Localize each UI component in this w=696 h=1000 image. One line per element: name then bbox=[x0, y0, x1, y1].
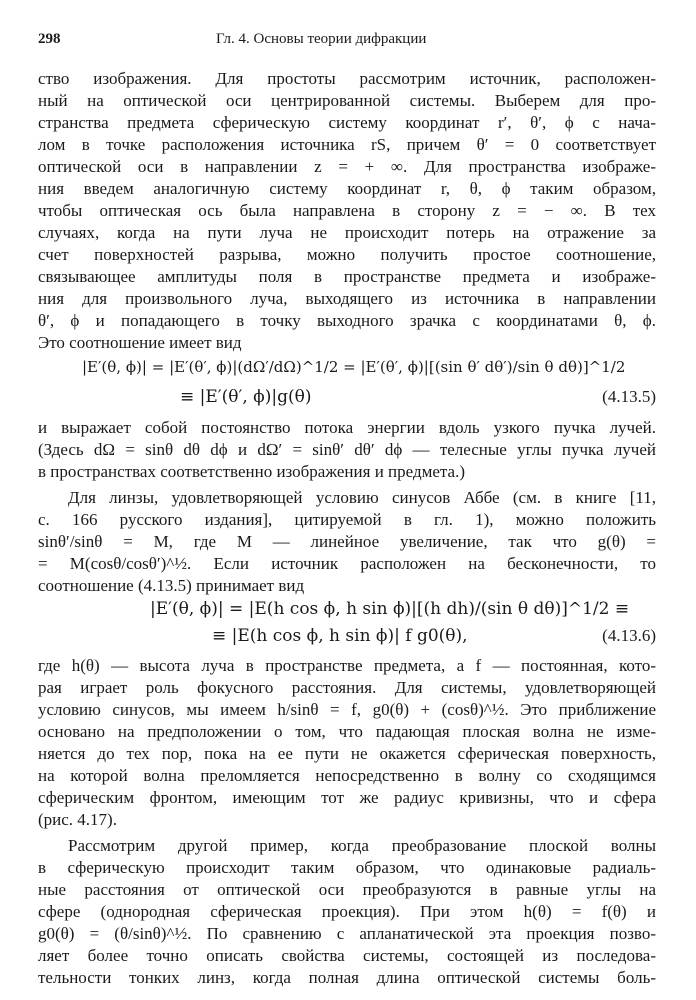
text-line: счет поверхностей разрыва, можно получить простое соотношение, bbox=[38, 245, 656, 264]
text-line: Рассмотрим другой пример, когда преобразование плоской волны bbox=[68, 836, 656, 855]
text-line: условию синусов, мы имеем h/sinθ = f, g0(θ) + (cosθ)^½. Это приближение bbox=[38, 700, 656, 719]
text-line: ный на оптической оси центрированной системы. Выберем для про- bbox=[38, 91, 656, 110]
text-line: sinθ′/sinθ = M, где M — линейное увеличение, так что g(θ) = bbox=[38, 532, 656, 551]
text-line: на которой волна преломляется непосредственно в волну со сходящимся bbox=[38, 766, 656, 785]
running-head: Гл. 4. Основы теории дифракции bbox=[216, 31, 427, 47]
text-line: g0(θ) = (θ/sinθ)^½. По сравнению с апланатической эта проекция позво- bbox=[38, 924, 656, 943]
text-line: сферическим фронтом, имеющим тот же радиус кривизны, что и сфера bbox=[38, 788, 656, 807]
text-line: няется до тех пор, пока на ее пути не окажется сферическая поверхность, bbox=[38, 744, 656, 763]
text-line: θ′, ϕ и попадающего в точку выходного зрачка с координатами θ, ϕ. bbox=[38, 311, 656, 330]
text-line: сфере (однородная сферическая проекция). При этом h(θ) = f(θ) и bbox=[38, 902, 656, 921]
text-line: Это соотношение имеет вид bbox=[38, 333, 242, 352]
equation-line: |E′(θ, ϕ)| = |E(h cos ϕ, h sin ϕ)|[(h dh)/(sin θ dθ)]^1/2 ≡ bbox=[150, 599, 630, 619]
page-number: 298 bbox=[38, 31, 61, 47]
text-line: соотношение (4.13.5) принимает вид bbox=[38, 576, 305, 595]
text-line: странства предмета сферическую систему координат r′, θ′, ϕ с нача- bbox=[38, 113, 656, 132]
text-line: ния введем аналогичную систему координат r, θ, ϕ таким образом, bbox=[38, 179, 656, 198]
text-line: ство изображения. Для простоты рассмотрим источник, расположен- bbox=[38, 69, 656, 88]
text-line: ные расстояния от оптической оси преобразуются в равные углы на bbox=[38, 880, 656, 899]
equation-line: ≡ |E′(θ′, ϕ)|g(θ) bbox=[180, 387, 312, 407]
text-line: (Здесь dΩ = sinθ dθ dϕ и dΩ′ = sinθ′ dθ′ dϕ — телесные углы пучка лучей bbox=[38, 440, 656, 459]
text-line: ния для произвольного луча, выходящего из источника в направлении bbox=[38, 289, 656, 308]
text-line: в пространствах соответственно изображения и предмета.) bbox=[38, 462, 466, 481]
equation-line: ≡ |E(h cos ϕ, h sin ϕ)| f g0(θ), bbox=[212, 626, 468, 646]
text-line: связывающее амплитуды поля в пространстве предмета и изображе- bbox=[38, 267, 656, 286]
text-line: ляет более точно описать свойства системы, состоящей из последова- bbox=[38, 946, 656, 965]
text-line: в сферическую происходит таким образом, что одинаковые радиаль- bbox=[38, 858, 656, 877]
text-line: рая играет роль фокусного расстояния. Для системы, удовлетворяющей bbox=[38, 678, 656, 697]
text-line: основано на предположении о том, что падающая плоская волна не изме- bbox=[38, 722, 656, 741]
page-header bbox=[38, 31, 658, 51]
text-line: лом в точке расположения источника rS, причем θ′ = 0 соответствует bbox=[38, 135, 656, 154]
equation-number: (4.13.5) bbox=[602, 387, 656, 406]
text-line: с. 166 русского издания], цитируемой в гл. 1), можно положить bbox=[38, 510, 656, 529]
text-line: случаях, когда на пути луча не происходит потерь на отражение за bbox=[38, 223, 656, 242]
equation-number: (4.13.6) bbox=[602, 626, 656, 645]
text-line: тельности тонких линз, когда полная длина оптической системы боль- bbox=[38, 968, 656, 987]
text-line: оптической оси в направлении z = + ∞. Для пространства изображе- bbox=[38, 157, 656, 176]
text-line: Для линзы, удовлетворяющей условию синусов Аббе (см. в книге [11, bbox=[68, 488, 656, 507]
text-line: и выражает собой постоянство потока энергии вдоль узкого пучка лучей. bbox=[38, 418, 656, 437]
text-line: = M(cosθ/cosθ′)^½. Если источник расположен на бесконечности, то bbox=[38, 554, 656, 573]
text-line: (рис. 4.17). bbox=[38, 810, 117, 829]
text-line: чтобы оптическая ось была направлена в сторону z = − ∞. В тех bbox=[38, 201, 656, 220]
equation-line: |E′(θ, ϕ)| = |E′(θ′, ϕ)|(dΩ′/dΩ)^1/2 = |E′(θ′, ϕ)|[(sin θ′ dθ′)/sin θ dθ)]^1/2 bbox=[82, 358, 626, 376]
text-line: где h(θ) — высота луча в пространстве предмета, а f — постоянная, кото- bbox=[38, 656, 656, 675]
